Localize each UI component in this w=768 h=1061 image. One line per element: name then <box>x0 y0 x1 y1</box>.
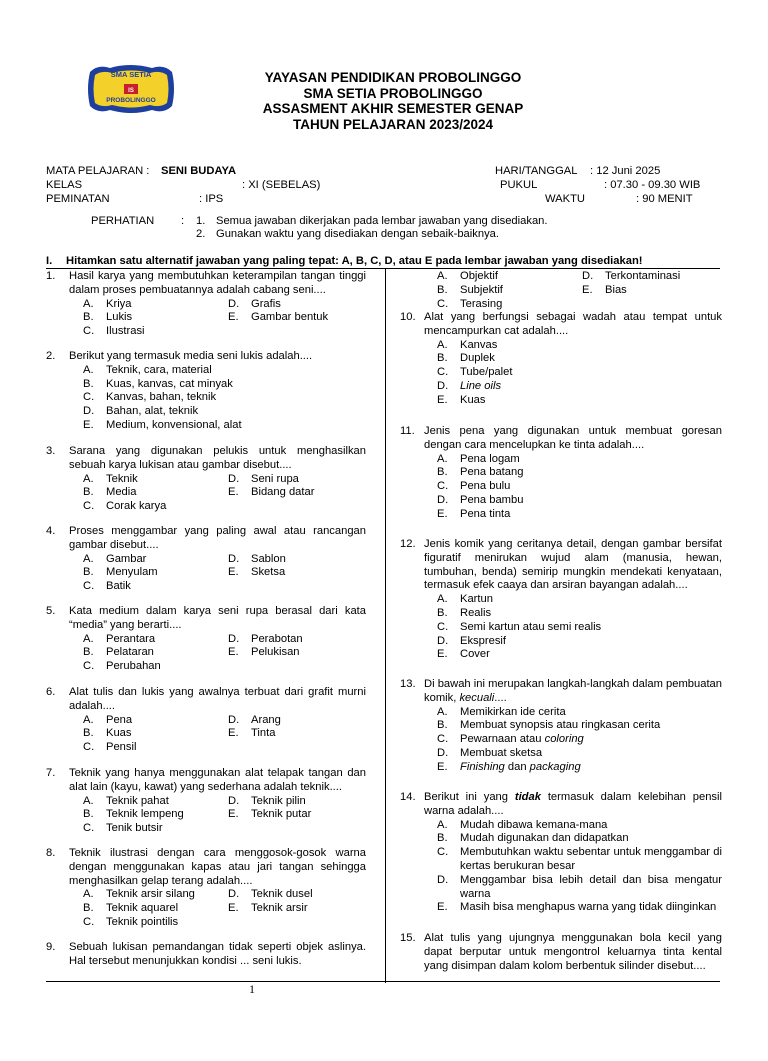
option-letter: E. <box>437 393 448 406</box>
option-text: Kanvas <box>460 338 498 351</box>
peminatan-label: PEMINATAN <box>46 193 110 205</box>
question-number: 1. <box>46 270 56 282</box>
option-text-part: dan <box>504 760 530 773</box>
column-divider <box>385 268 386 983</box>
question-number: 7. <box>46 767 56 779</box>
option-letter: C. <box>437 620 449 633</box>
option-text: Cover <box>460 648 490 661</box>
hari-value: : 12 Juni 2025 <box>590 165 661 177</box>
logo-text-top: SMA SETIA <box>110 70 152 79</box>
option-letter: D. <box>228 794 240 807</box>
option-text <box>460 761 722 775</box>
option-letter: E. <box>437 901 448 914</box>
section-number: I. <box>46 255 53 267</box>
option-text: Sablon <box>251 552 286 565</box>
question-stem: Proses menggambar yang paling awal atau rancangan gambar disebut.... <box>69 525 366 551</box>
option-letter: C. <box>83 500 95 513</box>
option-letter: E. <box>228 486 239 499</box>
option-text: Gambar <box>106 552 147 565</box>
option-text: Mudah dibawa kemana-mana <box>460 818 608 831</box>
option-letter: C. <box>83 822 95 835</box>
option-letter: C. <box>83 580 95 593</box>
note-2: Gunakan waktu yang disediakan dengan sebaik-baiknya. <box>216 228 499 240</box>
option-letter: E. <box>228 727 239 740</box>
page-number: 1 <box>249 982 255 996</box>
option-letter: B. <box>437 352 448 365</box>
option-letter: E. <box>228 566 239 579</box>
option-letter: D. <box>228 472 240 485</box>
question-number: 6. <box>46 686 56 698</box>
option-letter: D. <box>437 873 449 886</box>
option-text: Medium, konvensional, alat <box>106 419 242 431</box>
header-school: SMA SETIA PROBOLINGGO <box>303 85 483 101</box>
logo-text-bottom: PROBOLINGGO <box>106 97 156 104</box>
option-text: Realis <box>460 607 492 619</box>
option-text: Perabotan <box>251 632 303 645</box>
note-2-num: 2. <box>196 228 206 240</box>
option-text: Subjektif <box>460 283 503 296</box>
question-number: 8. <box>46 847 56 859</box>
pukul-label: PUKUL <box>500 179 538 191</box>
option-text: Bahan, alat, teknik <box>106 405 199 418</box>
option-letter: A. <box>83 552 94 565</box>
option-letter: D. <box>228 888 240 901</box>
option-text: Arang <box>251 713 281 726</box>
option-text: Membuat synopsis atau ringkasan cerita <box>460 719 661 732</box>
header-year: TAHUN PELAJARAN 2023/2024 <box>292 116 494 132</box>
option-letter: A. <box>83 713 94 726</box>
option-text: Pena <box>106 713 133 726</box>
option-letter: A. <box>83 794 94 807</box>
option-letter: D. <box>83 405 95 418</box>
option-text: Kuas <box>460 393 486 406</box>
option-letter: A. <box>83 888 94 901</box>
option-letter: A. <box>437 593 448 606</box>
option-text: Teknik, cara, material <box>106 363 212 376</box>
italic-text: Line oils <box>460 380 502 392</box>
header-exam: ASSASMENT AKHIR SEMESTER GENAP <box>262 101 524 116</box>
question-number: 2. <box>46 350 56 362</box>
option-text <box>460 380 722 394</box>
option-text: Kanvas, bahan, teknik <box>106 391 217 404</box>
italic-text: Finishing <box>460 760 505 773</box>
option-letter: B. <box>83 311 94 324</box>
kelas-label: KELAS <box>46 179 83 191</box>
kelas-value: : XI (SEBELAS) <box>242 179 321 191</box>
italic-text: packaging <box>529 760 581 773</box>
option-text: Batik <box>106 580 131 593</box>
stem-emphasis: tidak <box>514 791 541 803</box>
option-letter: D. <box>228 297 240 310</box>
option-text: Kriya <box>106 297 132 310</box>
option-letter: E. <box>582 283 593 296</box>
option-letter: C. <box>83 741 95 754</box>
option-letter: B. <box>437 283 448 296</box>
option-text: Gambar bentuk <box>251 311 329 324</box>
svg-text:IS: IS <box>128 88 134 94</box>
option-letter: B. <box>83 377 94 390</box>
option-text: Objektif <box>460 270 498 282</box>
option-text: Pena tinta <box>460 507 511 520</box>
option-text: Pensil <box>106 741 137 754</box>
option-letter: B. <box>437 466 448 479</box>
option-text: Media <box>106 486 137 499</box>
option-letter: E. <box>228 311 239 324</box>
question-stem: Alat tulis yang ujungnya menggunakan bola kecil yang dapat berputar untuk mengontrol keluarnya tinta kental yang disimpan dalam kolom berbentuk silinder disebut.... <box>424 932 722 972</box>
option-letter: D. <box>228 632 240 645</box>
option-letter: D. <box>228 713 240 726</box>
option-letter: E. <box>437 507 448 520</box>
question-12 <box>400 538 722 668</box>
stem-text: .... <box>494 691 507 704</box>
waktu-value: : 90 MENIT <box>636 193 693 205</box>
option-letter: B. <box>437 719 448 732</box>
question-number: 12. <box>400 538 416 550</box>
option-letter: B. <box>83 566 94 579</box>
option-text: Teknik lempeng <box>106 808 184 821</box>
option-text: Bias <box>605 283 627 296</box>
option-text: Ekspresif <box>460 634 507 647</box>
question-stem: Teknik yang hanya menggunakan alat telapak tangan dan alat lain (kayu, kawat) yang sederhana adalah teknik.... <box>69 767 366 793</box>
option-text: Tinta <box>251 727 276 740</box>
option-text: Kuas <box>106 727 132 740</box>
option-letter: B. <box>83 727 94 740</box>
option-text: Kuas, kanvas, cat minyak <box>106 377 233 390</box>
perhatian-colon: : <box>181 215 185 227</box>
question-10 <box>400 311 722 414</box>
question-9-options <box>400 270 720 315</box>
option-text: Pena batang <box>460 466 524 479</box>
option-letter: A. <box>83 472 94 485</box>
question-stem: Alat yang berfungsi sebagai wadah atau tempat untuk mencampurkan cat adalah.... <box>424 311 722 337</box>
option-text: Ilustrasi <box>106 325 145 338</box>
option-text: Masih bisa menghapus warna yang tidak diinginkan <box>460 901 717 914</box>
option-letter: A. <box>83 632 94 645</box>
question-number: 15. <box>400 932 416 944</box>
question-stem: Berikut yang termasuk media seni lukis adalah.... <box>69 350 313 362</box>
option-letter: B. <box>83 902 94 915</box>
option-letter: B. <box>83 808 94 821</box>
option-letter: A. <box>437 338 448 351</box>
option-text: Terkontaminasi <box>605 270 681 282</box>
peminatan-value: : IPS <box>199 193 224 205</box>
option-text: Membutuhkan waktu sebentar untuk menggambar di kertas berukuran besar <box>460 846 722 872</box>
italic-text: coloring <box>544 733 584 746</box>
option-text: Semi kartun atau semi realis <box>460 620 602 633</box>
option-letter: B. <box>83 486 94 499</box>
option-text: Menyulam <box>106 566 158 579</box>
option-letter: E. <box>437 760 448 773</box>
stem-emphasis: kecuali <box>459 691 495 704</box>
option-text: Bidang datar <box>251 486 315 499</box>
option-text: Perantara <box>106 632 156 645</box>
option-text: Teknik pointilis <box>106 916 179 928</box>
option-text: Teknik pilin <box>251 794 306 807</box>
option-text: Teknik pahat <box>106 794 169 807</box>
option-letter: C. <box>437 733 449 746</box>
note-1: Semua jawaban dikerjakan pada lembar jawaban yang disediakan. <box>216 215 548 227</box>
option-letter: E. <box>437 648 448 661</box>
option-letter: B. <box>83 646 94 659</box>
question-number: 5. <box>46 605 56 617</box>
option-letter: C. <box>437 846 449 859</box>
option-text: Teknik arsir <box>251 902 308 915</box>
question-11 <box>400 425 722 528</box>
option-letter: C. <box>83 391 95 404</box>
question-14 <box>400 791 722 914</box>
option-letter: E. <box>228 902 239 915</box>
option-text: Lukis <box>106 311 133 324</box>
stem-text: Berikut ini yang <box>424 791 515 803</box>
option-text: Tenik butsir <box>106 822 163 835</box>
option-text: Pelukisan <box>251 646 300 659</box>
option-letter: D. <box>228 552 240 565</box>
option-letter: A. <box>437 705 448 718</box>
option-text: Menggambar bisa lebih detail dan bisa mengatur warna <box>460 873 722 900</box>
question-9 <box>46 941 366 1061</box>
option-text: Kartun <box>460 593 493 606</box>
stem-text: termasuk dalam kelebihan pensil warna adalah.... <box>424 791 722 817</box>
option-text: Teknik <box>106 472 138 485</box>
option-text: Corak karya <box>106 500 167 513</box>
option-text: Pena bulu <box>460 480 511 493</box>
option-letter: C. <box>437 297 449 310</box>
option-text: Pelataran <box>106 646 154 659</box>
option-letter: C. <box>83 325 95 338</box>
option-text: Tube/palet <box>460 366 513 379</box>
waktu-label: WAKTU <box>545 193 585 205</box>
option-letter: B. <box>437 607 448 619</box>
option-letter: E. <box>228 646 239 659</box>
option-letter: A. <box>437 270 448 282</box>
question-stem: Hasil karya yang membutuhkan keterampilan tangan tinggi dalam proses pembuatannya adalah cabang seni.... <box>69 270 366 296</box>
option-letter: C. <box>437 480 449 493</box>
option-text: Membuat sketsa <box>460 747 543 759</box>
document-header <box>178 70 608 132</box>
option-text <box>460 733 722 747</box>
option-letter: D. <box>437 494 449 506</box>
mapel-label: MATA PELAJARAN : <box>46 165 150 177</box>
option-text: Duplek <box>460 352 495 365</box>
option-letter: A. <box>83 297 94 310</box>
option-text: Memikirkan ide cerita <box>460 705 566 718</box>
option-letter: B. <box>437 832 448 845</box>
option-letter: A. <box>83 363 94 376</box>
option-text-part: Pewarnaan atau <box>460 733 545 746</box>
question-15 <box>400 932 722 977</box>
option-text: Teknik arsir silang <box>106 888 195 901</box>
option-letter: C. <box>83 916 95 928</box>
section-instruction: Hitamkan satu alternatif jawaban yang paling tepat: A, B, C, D, atau E pada lembar jawaban yang disediakan! <box>66 255 643 267</box>
question-number: 13. <box>400 678 416 690</box>
option-text: Teknik dusel <box>251 888 313 901</box>
question-13 <box>400 678 722 781</box>
section-rule <box>46 268 720 269</box>
question-stem <box>424 791 722 819</box>
option-text: Perubahan <box>106 660 161 673</box>
question-number: 11. <box>400 425 415 437</box>
option-letter: D. <box>582 270 594 282</box>
question-stem: Sebuah lukisan pemandangan tidak seperti objek aslinya. Hal tersebut menunjukkan kondisi ... seni lukis. <box>69 941 366 967</box>
option-text: Teknik putar <box>251 808 312 821</box>
mapel-value: SENI BUDAYA <box>161 165 237 177</box>
option-letter: D. <box>437 747 449 759</box>
question-stem: Teknik ilustrasi dengan cara menggosok-gosok warna dengan menggunakan kapas atau jari tangan sehingga menghasilkan gelap terang adalah.... <box>69 847 366 887</box>
option-text: Sketsa <box>251 566 286 579</box>
question-stem: Kata medium dalam karya seni rupa berasal dari kata “media” yang berarti.... <box>69 605 366 631</box>
stem-text: Di bawah ini merupakan langkah-langkah dalam pembuatan komik, <box>424 678 722 704</box>
pukul-value: : 07.30 - 09.30 WIB <box>604 179 701 191</box>
option-text: Terasing <box>460 297 503 310</box>
question-number: 10. <box>400 311 416 323</box>
option-letter: D. <box>437 380 449 392</box>
option-text: Pena logam <box>460 452 520 465</box>
question-number: 9. <box>46 941 56 953</box>
question-stem <box>424 678 722 706</box>
question-stem: Jenis pena yang digunakan untuk membuat goresan dengan cara mencelupkan ke tinta adalah.... <box>424 425 722 451</box>
option-letter: A. <box>437 452 448 465</box>
question-number: 14. <box>400 791 416 803</box>
option-letter: D. <box>437 634 449 647</box>
option-text: Grafis <box>251 297 281 310</box>
note-1-num: 1. <box>196 215 206 227</box>
option-text: Pena bambu <box>460 494 524 506</box>
option-text: Mudah digunakan dan didapatkan <box>460 832 629 845</box>
question-stem: Sarana yang digunakan pelukis untuk menghasilkan sebuah karya lukisan atau gambar disebut.... <box>69 445 366 471</box>
option-letter: E. <box>228 808 239 821</box>
question-stem: Alat tulis dan lukis yang awalnya terbuat dari grafit murni adalah.... <box>69 686 366 712</box>
header-foundation: YAYASAN PENDIDIKAN PROBOLINGGO <box>264 70 522 85</box>
option-letter: A. <box>437 818 448 831</box>
perhatian-label: PERHATIAN <box>91 215 155 227</box>
option-text: Seni rupa <box>251 472 299 485</box>
option-text: Teknik aquarel <box>106 902 179 915</box>
question-number: 4. <box>46 525 56 537</box>
hari-label: HARI/TANGGAL <box>495 165 578 177</box>
option-letter: C. <box>83 660 95 673</box>
option-letter: E. <box>83 419 94 431</box>
option-letter: C. <box>437 366 449 379</box>
question-number: 3. <box>46 445 56 457</box>
question-stem: Jenis komik yang ceritanya detail, dengan gambar bersifat figuratif menirukan wujud alam (manusia, hewan, tumbuhan, benda) semirip mungkin mendekati kenyataan, termasuk efek caaya dan arsiran bayangan adalah.... <box>424 538 722 592</box>
